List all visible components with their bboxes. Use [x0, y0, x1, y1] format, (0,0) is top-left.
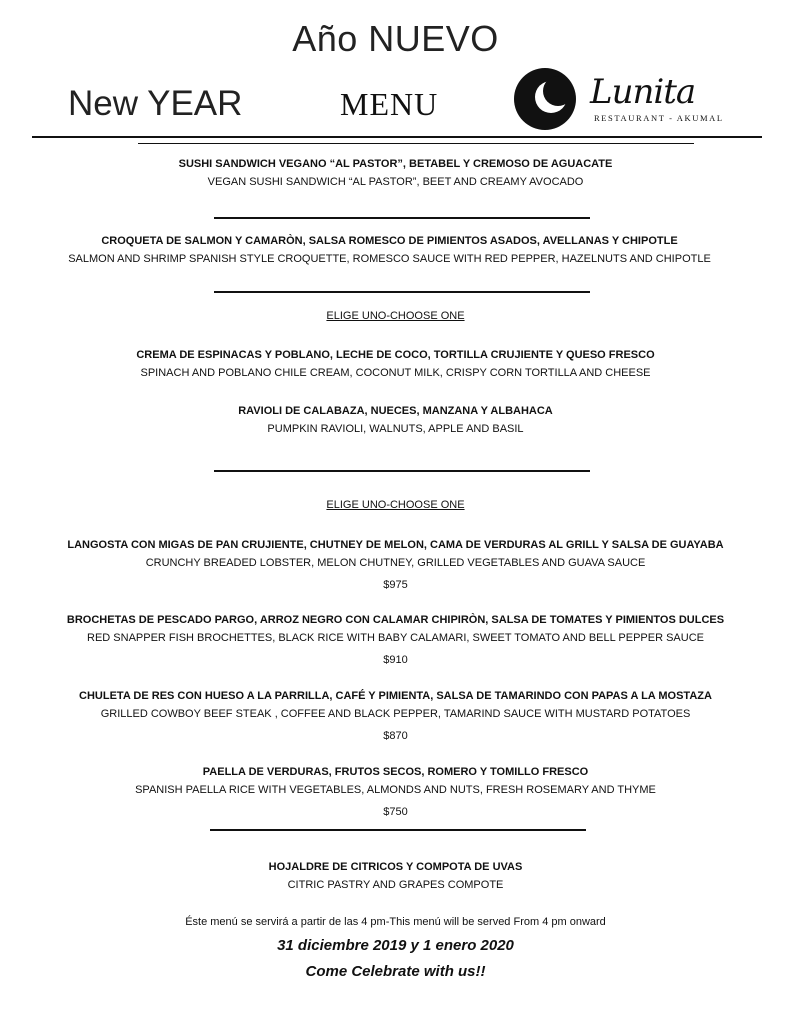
- course-2: [0, 232, 785, 268]
- choose-one-label: ELIGE UNO-CHOOSE ONE: [326, 310, 465, 322]
- dish-name-en: VEGAN SUSHI SANDWICH “AL PASTOR”, BEET AND CREAMY AVOCADO: [207, 176, 584, 188]
- dish-name-es: HOJALDRE DE CITRICOS Y COMPOTA DE UVAS: [268, 861, 523, 873]
- dish-name-en: SALMON AND SHRIMP SPANISH STYLE CROQUETTE, ROMESCO SAUCE WITH RED PEPPER, HAZELNUTS AND CHIPOTLE: [68, 253, 711, 265]
- logo-wordmark: Lunita: [590, 72, 696, 112]
- dish-price: $870: [383, 730, 408, 742]
- dish-name-es: LANGOSTA CON MIGAS DE PAN CRUJIENTE, CHUTNEY DE MELON, CAMA DE VERDURAS AL GRILL Y SALSA DE GUAYABA: [67, 539, 724, 551]
- dish-price: $750: [383, 806, 408, 818]
- dish-name-en: RED SNAPPER FISH BROCHETTES, BLACK RICE WITH BABY CALAMARI, SWEET TOMATO AND BELL PEPPER SAUCE: [87, 632, 704, 644]
- dish-price: $910: [383, 654, 408, 666]
- celebrate-message: Come Celebrate with us!!: [305, 963, 486, 980]
- section-divider: [210, 829, 586, 831]
- logo-tagline: RESTAURANT - AKUMAL: [594, 113, 724, 123]
- dish-name-en: SPANISH PAELLA RICE WITH VEGETABLES, ALMONDS AND NUTS, FRESH ROSEMARY AND THYME: [135, 784, 656, 796]
- main-option-3: [0, 687, 791, 745]
- section-divider: [214, 291, 590, 293]
- header-rule-thin: [138, 143, 694, 144]
- title-spanish: Año NUEVO: [292, 18, 499, 59]
- main-option-4: [0, 763, 791, 821]
- title-english: New YEAR: [68, 84, 243, 123]
- service-note: Éste menú se servirá a partir de las 4 pm-This menú will be served From 4 pm onward: [185, 916, 606, 928]
- dish-name-en: SPINACH AND POBLANO CHILE CREAM, COCONUT MILK, CRISPY CORN TORTILLA AND CHEESE: [140, 367, 651, 379]
- dish-price: $975: [383, 579, 408, 591]
- main-option-2: [0, 611, 791, 669]
- course-3-option-2: [0, 402, 791, 438]
- course-3-option-1: [0, 346, 791, 382]
- dish-name-en: PUMPKIN RAVIOLI, WALNUTS, APPLE AND BASIL: [267, 423, 524, 435]
- dish-name-es: RAVIOLI DE CALABAZA, NUECES, MANZANA Y ALBAHACA: [238, 405, 553, 417]
- dish-name-es: CHULETA DE RES CON HUESO A LA PARRILLA, CAFÉ Y PIMIENTA, SALSA DE TAMARINDO CON PAPAS A LA MOSTAZA: [79, 690, 712, 702]
- title-menu: MENU: [340, 86, 439, 122]
- dish-name-es: CROQUETA DE SALMON Y CAMARÒN, SALSA ROMESCO DE PIMIENTOS ASADOS, AVELLANAS Y CHIPOTLE: [101, 235, 678, 247]
- event-dates: 31 diciembre 2019 y 1 enero 2020: [277, 937, 514, 954]
- dish-name-es: PAELLA DE VERDURAS, FRUTOS SECOS, ROMERO Y TOMILLO FRESCO: [202, 766, 589, 778]
- header-rule: [32, 136, 762, 138]
- dish-name-en: CITRIC PASTRY AND GRAPES COMPOTE: [287, 879, 504, 891]
- course-1: [0, 155, 791, 191]
- dish-name-en: GRILLED COWBOY BEEF STEAK , COFFEE AND BLACK PEPPER, TAMARIND SAUCE WITH MUSTARD POTATOES: [100, 708, 691, 720]
- moon-logo-icon: [512, 66, 582, 132]
- choose-one-label: ELIGE UNO-CHOOSE ONE: [326, 499, 465, 511]
- dessert: [0, 858, 791, 894]
- dish-name-es: BROCHETAS DE PESCADO PARGO, ARROZ NEGRO CON CALAMAR CHIPIRÒN, SALSA DE TOMATES Y PIMIENTOS DULCES: [66, 614, 725, 626]
- section-divider: [214, 217, 590, 219]
- main-option-1: [0, 536, 791, 594]
- dish-name-es: SUSHI SANDWICH VEGANO “AL PASTOR”, BETABEL Y CREMOSO DE AGUACATE: [178, 158, 613, 170]
- dish-name-en: CRUNCHY BREADED LOBSTER, MELON CHUTNEY, GRILLED VEGETABLES AND GUAVA SAUCE: [145, 557, 646, 569]
- section-divider: [214, 470, 590, 472]
- dish-name-es: CREMA DE ESPINACAS Y POBLANO, LECHE DE COCO, TORTILLA CRUJIENTE Y QUESO FRESCO: [136, 349, 655, 361]
